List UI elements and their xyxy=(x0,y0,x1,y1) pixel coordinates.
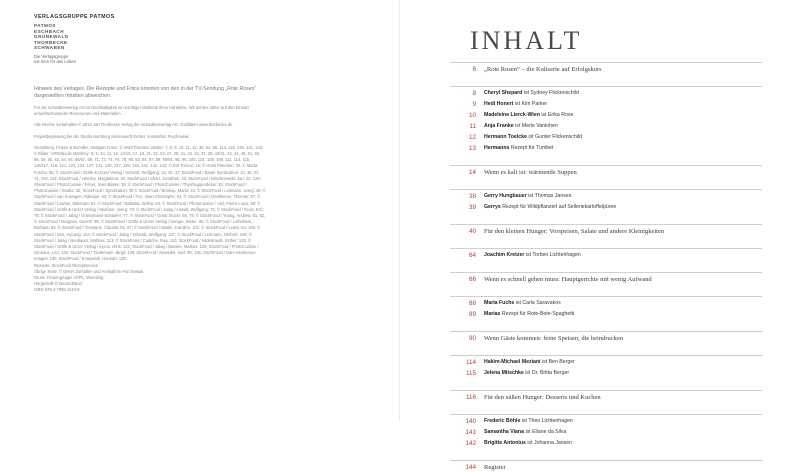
toc-entry-text xyxy=(484,112,573,118)
toc-entry-name: Joachim Kretzer xyxy=(484,252,525,258)
toc-entry-rest: Rezept für Wildpflanzerl auf Selleriekartoffelpüree xyxy=(502,204,617,210)
toc-divider xyxy=(450,331,762,332)
toc-entry-name: Hakim-Michael Meziani xyxy=(484,359,541,365)
imprint-name: SCHWABEN xyxy=(34,45,65,51)
made-in: Hergestellt in Deutschland xyxy=(34,281,82,287)
toc-page-number: 39 xyxy=(468,203,476,211)
toc-entry-text xyxy=(484,418,573,424)
texts-credit: Übrige Texte: © Dieter Zurhalten und Annkathrin Porchowiak xyxy=(34,268,144,274)
toc-page-number: 13 xyxy=(468,144,476,152)
toc-page-number: 140 xyxy=(465,417,476,425)
toc-page-number: 8 xyxy=(472,89,476,97)
toc-entry-name: Gerrys xyxy=(484,204,501,210)
toc-entry-text xyxy=(484,101,547,107)
toc-title: INHALT xyxy=(470,26,583,55)
toc-entry-text xyxy=(484,145,554,151)
toc-page-number: 89 xyxy=(468,310,476,318)
toc-page-number: 88 xyxy=(468,299,476,307)
toc-entry-rest: ist Dr. Britta Berger xyxy=(525,370,570,376)
toc-chapter[interactable] xyxy=(450,167,762,177)
toc-entry-rest: ist Gunter Flickenschild xyxy=(528,134,582,140)
toc-page-number: 10 xyxy=(468,111,476,119)
toc-page-number: 115 xyxy=(465,369,476,377)
toc-entry-name: Gerry Hungbauer xyxy=(484,193,527,199)
toc-divider xyxy=(450,165,762,166)
toc-chapter[interactable] xyxy=(450,333,762,343)
toc-entry-rest: ist Torben Lichtenhagen xyxy=(525,252,581,258)
toc-entry[interactable] xyxy=(450,309,762,319)
toc-divider xyxy=(450,355,762,356)
toc-entry-rest: ist Erika Rose xyxy=(541,112,574,118)
toc-entry[interactable] xyxy=(450,121,762,131)
toc-entry-name: Hermann Toelcke xyxy=(484,134,527,140)
imprint-name: PATMOS xyxy=(34,23,56,28)
toc-entry-rest: ist Sydney Flickenschild xyxy=(523,90,579,96)
toc-divider xyxy=(450,296,762,297)
toc-entry-rest: ist Merle Vanlohen xyxy=(515,123,558,129)
toc-entry-name: Madeleine Lierck-Wien xyxy=(484,112,540,118)
toc-chapter-title: Für den süßen Hunger: Desserts und Kuchen xyxy=(484,393,601,401)
toc-divider xyxy=(450,414,762,415)
tagline-line: mit Sinn für das Leben xyxy=(34,59,76,65)
toc-page-number: 9 xyxy=(472,100,476,108)
toc-divider xyxy=(450,224,762,225)
toc-chapter-title: Wenn es schnell gehen muss: Hauptgerichte mit wenig Aufwand xyxy=(484,275,652,283)
left-page xyxy=(0,0,400,421)
toc-entry-text xyxy=(484,134,582,140)
imprint-name: GRÜNEWALD xyxy=(34,34,69,40)
toc-chapter[interactable] xyxy=(450,462,762,472)
publisher-tagline xyxy=(34,54,115,65)
toc-entry-rest: ist Ben Berger xyxy=(541,359,575,365)
toc-page-number: 116 xyxy=(465,393,476,401)
toc-entry-name: Jelena Mitschke xyxy=(484,370,524,376)
toc-page-number: 66 xyxy=(468,275,476,283)
publisher-logo xyxy=(34,14,115,65)
toc-entry-rest: Rezept für Tumbet xyxy=(510,145,554,151)
toc-entry-text xyxy=(484,204,616,210)
toc-divider xyxy=(450,86,762,87)
toc-entry-name: Hermanns xyxy=(484,145,510,151)
toc-entry[interactable] xyxy=(450,357,762,367)
toc-page-number: 144 xyxy=(465,463,476,471)
copyright-note: Alle Rechte vorbehalten © 2016 Jan Thorbecke Verlag der Schwabenverlag AG, Ostfildern www.thorbecke.de xyxy=(34,122,233,128)
toc-page-number: 12 xyxy=(468,133,476,141)
toc-page-number: 6 xyxy=(472,65,476,73)
toc-entry-text xyxy=(484,300,561,306)
toc-entry-name: Brigitte Antonius xyxy=(484,440,526,446)
toc-page-number: 38 xyxy=(468,192,476,200)
recipes-credit: Rezepte: StockFood Rezeptservice xyxy=(34,262,99,268)
toc-entry[interactable] xyxy=(450,368,762,378)
toc-entry-name: Hedi Honert xyxy=(484,101,514,107)
toc-entry-rest: ist Theo Lichtenhagen xyxy=(521,418,573,424)
toc-chapter-title: Wenn es kalt ist: wärmende Suppen xyxy=(484,168,577,176)
toc-entry[interactable] xyxy=(450,88,762,98)
toc-entry-text xyxy=(484,90,579,96)
toc-divider xyxy=(450,272,762,273)
tagline-line: Die Verlagsgruppe xyxy=(34,53,69,59)
toc-entry-text xyxy=(484,429,566,435)
toc-entry[interactable] xyxy=(450,298,762,308)
toc-entry-name: Marias xyxy=(484,311,501,317)
toc-entry-text xyxy=(484,311,574,317)
toc-chapter[interactable] xyxy=(450,64,762,74)
isbn: ISBN 978-3-7995-1143-8 xyxy=(34,287,80,293)
toc-entry-rest: Rezept für Rote-Bete-Spaghetti xyxy=(501,311,575,317)
toc-entry-name: Samantha Viana xyxy=(484,429,524,435)
toc-page-number: 11 xyxy=(469,122,476,130)
project-note: Projektbegleitung bei der Studio Hamburg Serienwerft GmbH, Annkathrin Porchowiak xyxy=(34,133,189,139)
toc-chapter[interactable] xyxy=(450,274,762,284)
toc-page-number: 114 xyxy=(465,358,476,366)
imprint-name: ESCHBACH xyxy=(34,28,65,34)
toc-entry-rest: ist Johanna Jansen xyxy=(527,440,573,446)
toc-entry[interactable] xyxy=(450,191,762,201)
toc-page-number: 64 xyxy=(468,251,476,259)
publisher-title: VERLAGSGRUPPE PATMOS xyxy=(34,14,115,20)
toc-page-number: 14 xyxy=(468,168,476,176)
toc-divider xyxy=(450,390,762,391)
toc-entry-rest: ist Carla Saravakos xyxy=(515,300,561,306)
sustainability-note: Für die Schwabenverlag AG ist Nachhaltigkeit ein wichtiger Maßstab ihres Handelns. Wir achten daher auf den Einsatz umweltschonender Ressourcen und Materialien. xyxy=(34,105,250,117)
toc-entry[interactable] xyxy=(450,438,762,448)
toc-entry[interactable] xyxy=(450,99,762,109)
toc-page-number: 40 xyxy=(468,227,476,235)
toc-entry-text xyxy=(484,193,572,199)
toc-entry[interactable] xyxy=(450,202,762,212)
toc-entry[interactable] xyxy=(450,132,762,142)
toc-entry-text xyxy=(484,370,569,376)
toc-entry-name: Anja Franke xyxy=(484,123,514,129)
imprint-name: THORBECKE xyxy=(34,39,68,45)
photo-credits: Gestaltung: Finken & Bumiller, Stuttgart Fotos: © ARD/Thorsten Jander: 7, 8, 9, 10, 11, 12, 38, 64, 88, 114, 115, 140, 141, 142; © Bilder: ARD/Nicole Manthey: 8, 9, 10, 11, 12, 14/15, 17, 19, 21, 22, 24, 27, 28, 31, 33, 34, 37, 39, 40/41, 42, 44, 49, 51, 55, 56, 59, 60, 62, 64, 65, 66/67, 69, 71, 73, 74, 76, 79, 80, 83, 84, 87, 89, 90/91, 95, 96, 100, 102, 105, 109, 111, 114, 115, 116/117, 118, 121, 123, 124, 127, 131, 135, 137, 138, 140, 141, 142, 143; © Zoli Tomcsi: 15; © Horst Petersen: 35; © Marta Furcha: 88; © StockFood / Gräfe & Unzer Verlag / Schardt, Wolfgang: 16, 26, 47; StockFood / Bauer Syndication: 13, 36, 43, 74, 103, 119; StockFood / Hendey, Magdalena: 20; StockFood / Short, Jonathan: 23; StockFood / Wischnewski, Jan: 25, 129; StockFood / PhotoCuisine / Fénot, Jean-Blaise: 29; © StockFood / PhotoCuisine / Thys/Supperdelux: 30; StockFood / PhotoCuisine / Studio: 32; StockFood / Syndication: 35 © StockFood / Brinkop, Maria: 44; © StockFood / Leitmann, Joerg: 48; © StockFood / van Koesigen, Rabique: 53; © StockFood / Fox, Jean-Christophe: 54; © StockFood / Oeelberner, Thomas: 57; © StockFood / Lawner, Ekkehart: 62; © StockFood / Balaska, Selina: 63; © StockFood / PhotoCuisine / Viel, Pierre-Louis: 68; © StockFood / Gräfe & Unzer Verlag / Wießner, Joerg: 70; © StockFood / Jalag / Aswalt, Wolfgang: 72; © StockFood / Feret, Eric: 75; © StockFood / Jalag / Griessmann-Schaefer: 77; © StockFood / Great Stock!: 58, 78; © StockFood / Young, Andrew: 81, 82; © StockFood / Morgans, Gareth: 85; © StockFood / Gräfe & Unzer Verlag / Kempe, Dieter: 86; © StockFood / Lufterbein, Barbara: 93; © StockFood / Tremaine, Claudia: 92, 97; © StockFood / Martin, Caroline: 101; © StockFood / Lewis, Ito: 106; © StockFood / Dos, Hyoung: 104; © StockFood / Jalag / Schardt, Wolfgang: 107; © StockFood / Lehmann, Herbert: 108; © StockFood / Jalag / Neubauer, Mathias: 113; © StockFood / Cadiche, Rua: 110; StockFood / Hildebrandt, Esther: 125; © StockFood / Gräfe & Unzer Verlag / Kyros, chris: 122; StockFood / Jalag / Bassler, Markus: 125; StockFood / PhotoCuisine / Nicolaus, Leo: 126; StockFood / Tiedemann, Birgit: 130; StockFood / Newedel, Karl: 96, 136; StockFood / Dani Henderson Images: 136; StockFood / Kompanik, Hannah: 139. xyxy=(34,144,266,262)
toc-entry-name: Maria Fuchs xyxy=(484,300,515,306)
toc-entry-text xyxy=(484,359,575,365)
toc-chapter-title: Wenn Gäste kommen: feine Speisen, die beindrucken xyxy=(484,334,624,342)
toc-entry-name: Cheryl Shepard xyxy=(484,90,523,96)
toc-chapter[interactable] xyxy=(450,226,762,236)
toc-divider xyxy=(450,189,762,190)
toc-chapter[interactable] xyxy=(450,392,762,402)
imprint-text xyxy=(34,86,266,294)
toc-chapter-title: Register xyxy=(484,463,506,471)
toc-entry[interactable] xyxy=(450,250,762,260)
toc-chapter-title: Für den kleinen Hunger: Vorspeisen, Salate und andere Kleinigkeiten xyxy=(484,227,665,235)
toc-entry[interactable] xyxy=(450,427,762,437)
toc-divider xyxy=(450,460,762,461)
toc-entry-rest: ist Kim Parker xyxy=(514,101,548,107)
toc-entry[interactable] xyxy=(450,110,762,120)
toc-entry[interactable] xyxy=(450,143,762,153)
publisher-notice: Hinweis des Verlages: Die Rezepte und Fotos könnten von den in der TV-Sendung „Rote Rosen“ dargestellten Inhalten abweichen. xyxy=(34,86,257,99)
toc-entry-rest: ist Eliane da Silva xyxy=(525,429,567,435)
print-credit: Druck: Firmengruppe APPL, Wemding xyxy=(34,275,104,281)
toc-entry-text xyxy=(484,440,572,446)
toc-entry[interactable] xyxy=(450,416,762,426)
toc-divider xyxy=(450,248,762,249)
toc-entry-text xyxy=(484,123,558,129)
toc-page-number: 141 xyxy=(465,428,476,436)
publisher-imprints xyxy=(34,23,115,51)
toc-divider xyxy=(450,62,762,63)
toc-page-number: 90 xyxy=(468,334,476,342)
toc-entry-rest: ist Thomas Jansen xyxy=(528,193,572,199)
toc-chapter-title: „Rote Rosen“ – die Kultserie auf Erfolgskurs xyxy=(484,65,602,73)
toc-entry-text xyxy=(484,252,581,258)
toc-entry-name: Frederic Böhle xyxy=(484,418,521,424)
toc-page-number: 142 xyxy=(465,439,476,447)
